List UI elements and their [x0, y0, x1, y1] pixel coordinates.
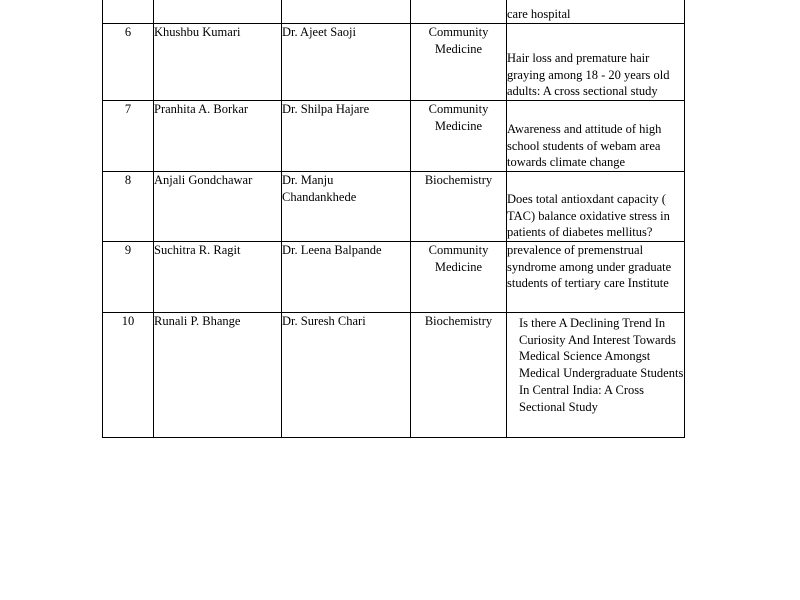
student-name: Khushbu Kumari: [154, 25, 241, 39]
guide-name: Dr. Manju Chandankhede: [282, 173, 357, 204]
student-name: Anjali Gondchawar: [154, 173, 253, 187]
serial-number-cell: [103, 101, 154, 172]
serial-number: 6: [124, 25, 132, 39]
guide-name: Dr. Shilpa Hajare: [282, 102, 370, 116]
project-title-cell: [507, 0, 685, 24]
project-title-cell: [507, 313, 685, 438]
serial-number-cell: [103, 172, 154, 242]
serial-number: 8: [124, 173, 132, 187]
department-cell: [411, 24, 507, 101]
projects-table: [102, 0, 685, 438]
student-name-cell: [154, 101, 282, 172]
table-row: [103, 101, 685, 172]
department: Biochemistry: [424, 173, 493, 187]
project-title: Hair loss and premature hair graying among 18 - 20 years old adults: A cross sectional study: [507, 50, 670, 99]
table-row: [103, 172, 685, 242]
student-name-cell: [154, 24, 282, 101]
table-row: [103, 242, 685, 313]
project-title: Awareness and attitude of high school students of webam area towards climate change: [507, 121, 662, 170]
project-title-cell: [507, 24, 685, 101]
guide-name: Dr. Leena Balpande: [282, 243, 382, 257]
table-row: [103, 313, 685, 438]
serial-number: 7: [124, 102, 132, 116]
serial-number-cell: [103, 24, 154, 101]
project-title: Is there A Declining Trend In Curiosity And Interest Towards Medical Science Amongst Medical Undergraduate Students In Central India: A Cross Sectional Study: [519, 316, 684, 414]
guide-name-cell: [282, 24, 411, 101]
department-cell: [411, 172, 507, 242]
department-cell: [411, 0, 507, 24]
department: Community Medicine: [428, 243, 489, 274]
guide-name-cell: [282, 242, 411, 313]
student-name: Suchitra R. Ragit: [154, 243, 241, 257]
table-row: [103, 24, 685, 101]
guide-name: Dr. Suresh Chari: [282, 314, 366, 328]
project-title: Does total antioxdant capacity ( TAC) balance oxidative stress in patients of diabetes mellitus?: [507, 191, 670, 240]
guide-name-cell: [282, 0, 411, 24]
student-name-cell: [154, 172, 282, 242]
student-name: Runali P. Bhange: [154, 314, 241, 328]
serial-number-cell: [103, 0, 154, 24]
guide-name: Dr. Ajeet Saoji: [282, 25, 356, 39]
department: Community Medicine: [428, 102, 489, 133]
serial-number: 10: [121, 314, 135, 328]
project-title-cell: [507, 242, 685, 313]
guide-name-cell: [282, 101, 411, 172]
guide-name-cell: [282, 313, 411, 438]
serial-number-cell: [103, 242, 154, 313]
student-name-cell: [154, 0, 282, 24]
department: Biochemistry: [424, 314, 493, 328]
department-cell: [411, 313, 507, 438]
serial-number: 9: [124, 243, 132, 257]
student-name-cell: [154, 242, 282, 313]
student-name-cell: [154, 313, 282, 438]
department-cell: [411, 101, 507, 172]
project-title-cell: [507, 172, 685, 242]
department: Community Medicine: [428, 25, 489, 56]
table-row: [103, 0, 685, 24]
serial-number-cell: [103, 313, 154, 438]
project-title-cell: [507, 101, 685, 172]
project-title: prevalence of premenstrual syndrome among under graduate students of tertiary care Institute: [507, 243, 672, 291]
project-title: care hospital: [507, 7, 571, 22]
guide-name-cell: [282, 172, 411, 242]
department-cell: [411, 242, 507, 313]
student-name: Pranhita A. Borkar: [154, 102, 249, 116]
